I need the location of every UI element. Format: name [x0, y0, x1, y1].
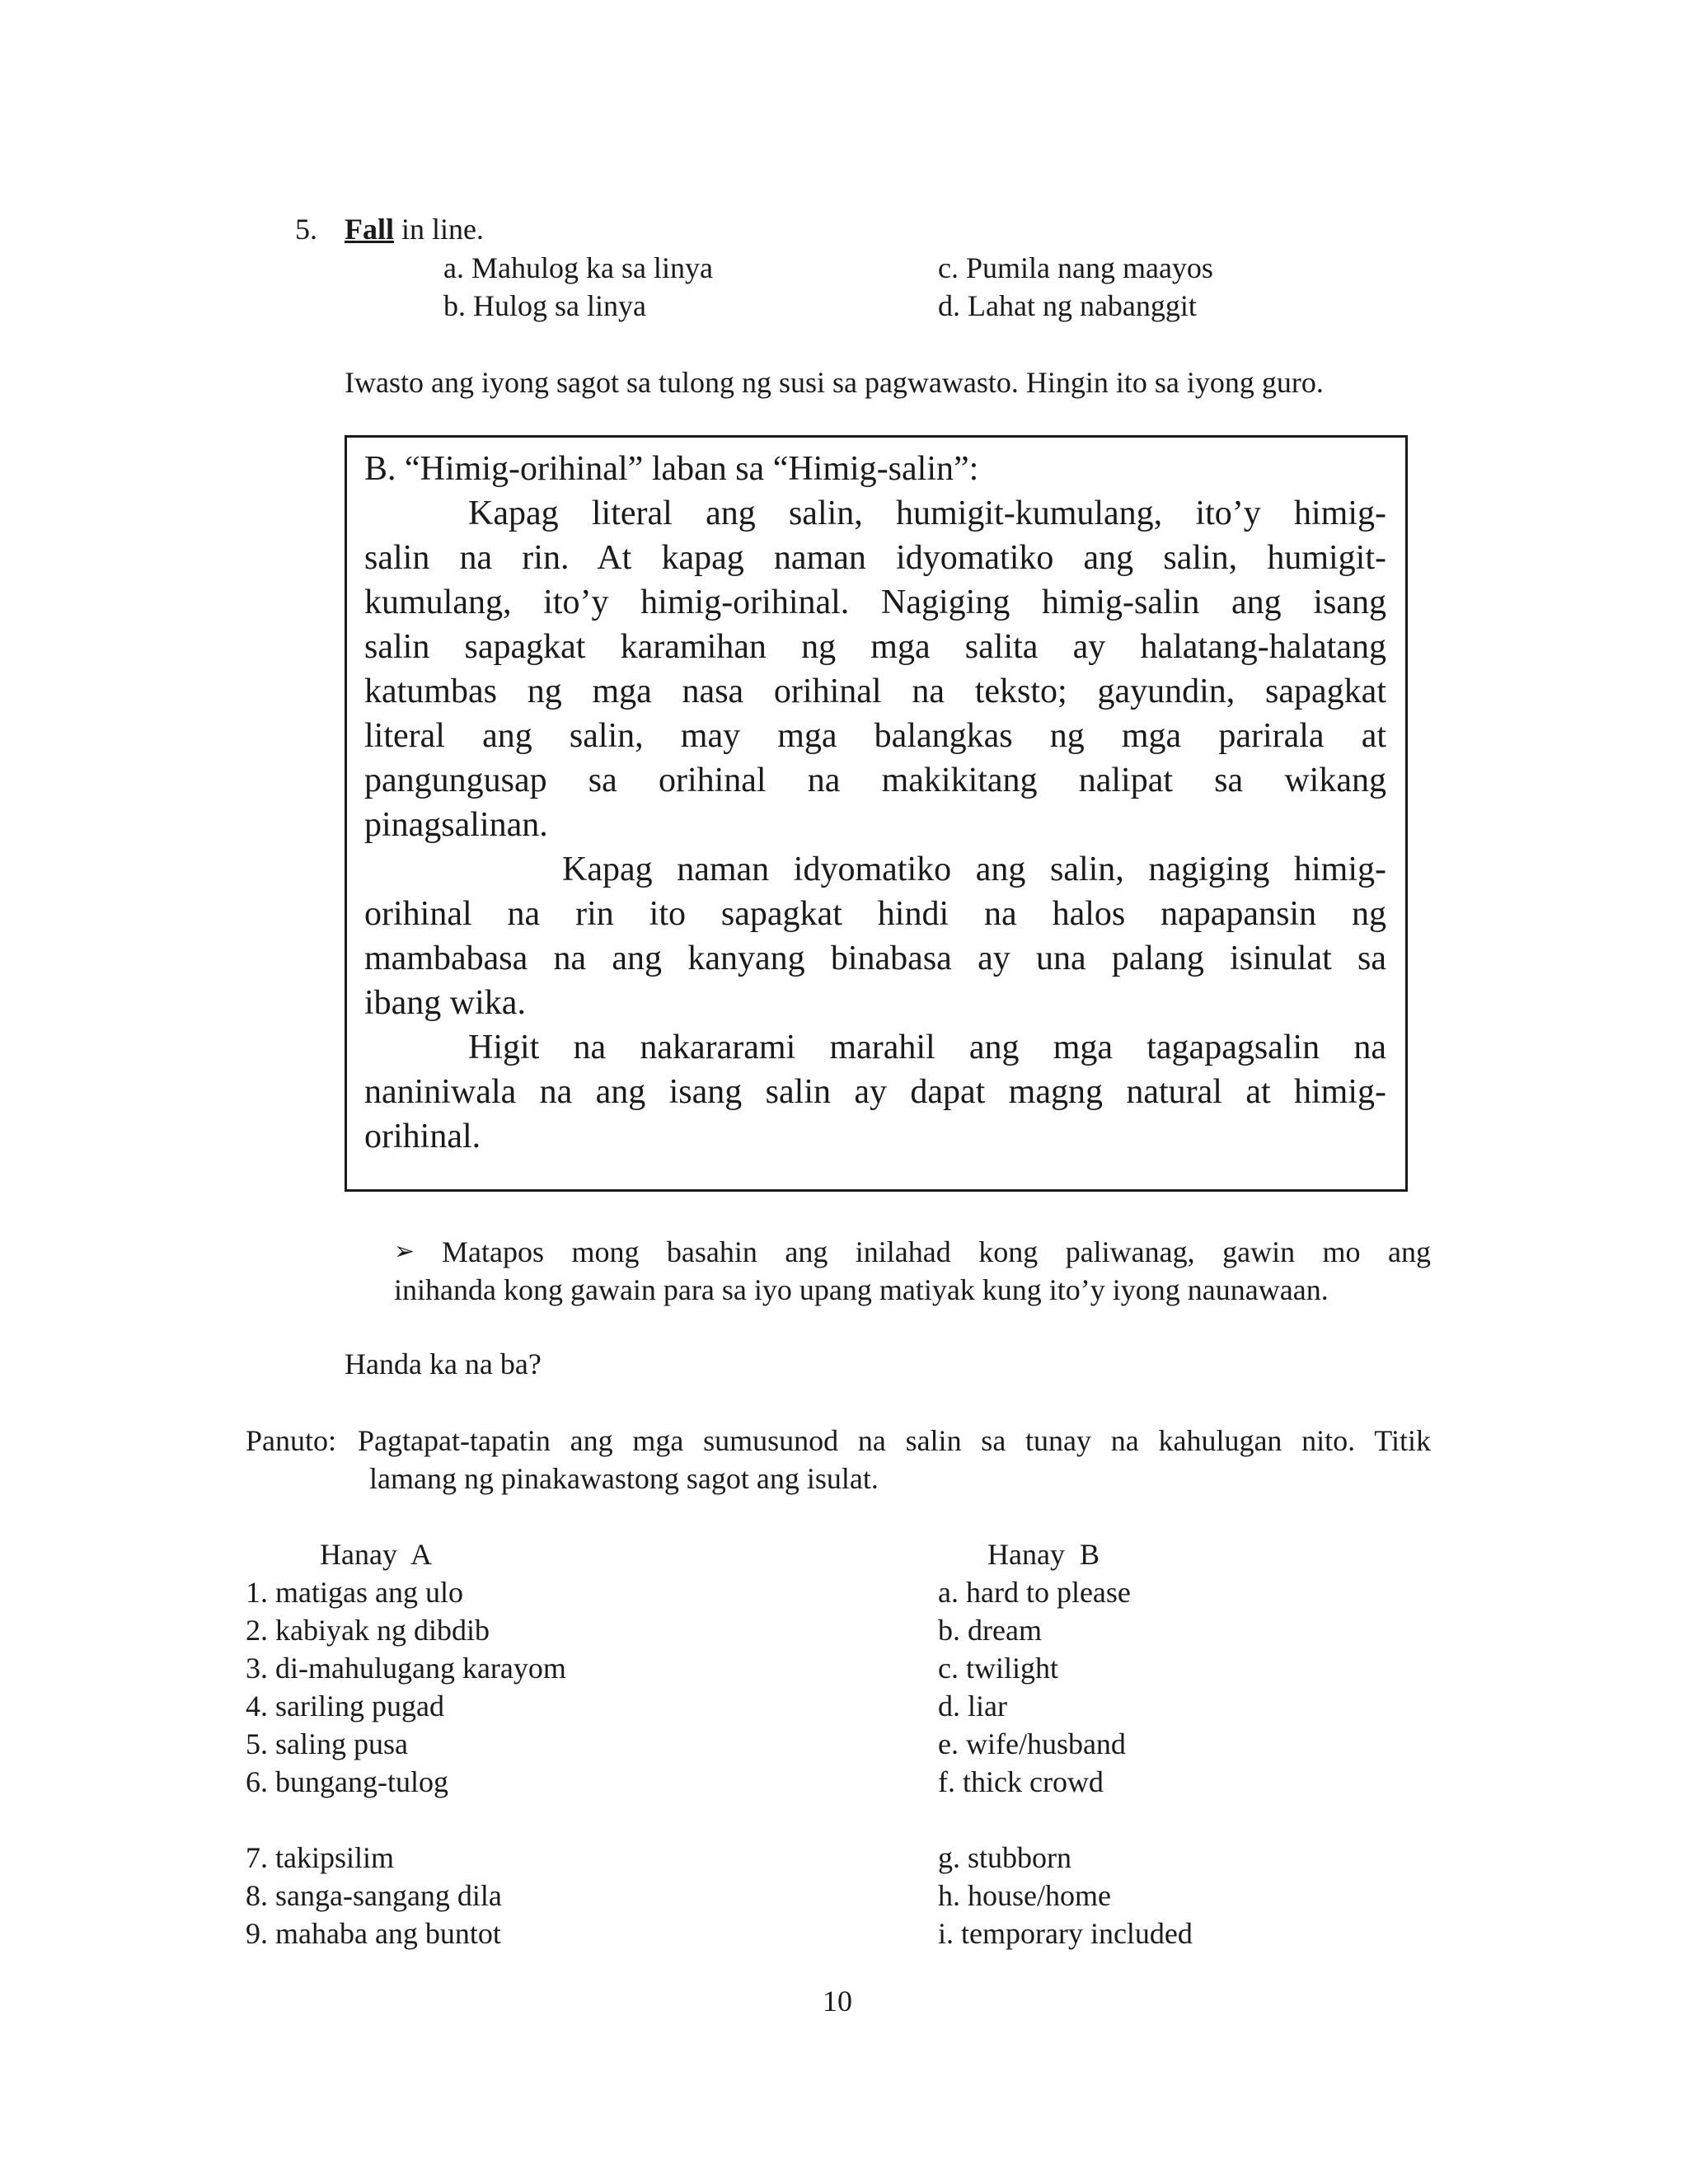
column-a-item: 3. di-mahulugang karayom: [246, 1652, 566, 1685]
column-a-item: 4. sariling pugad: [246, 1690, 444, 1722]
column-b-item: d. liar: [938, 1690, 1007, 1722]
column-a-item: 6. bungang-tulog: [246, 1765, 448, 1798]
column-b-item: f. thick crowd: [938, 1765, 1104, 1798]
reading-line: naniniwala na ang isang salin ay dapat magng natural at himig-: [364, 1073, 1386, 1111]
option-a: a. Mahulog ka sa linya: [443, 251, 713, 284]
column-a-item: 1. matigas ang ulo: [246, 1576, 463, 1609]
option-d: d. Lahat ng nabanggit: [938, 289, 1197, 322]
option-c: c. Pumila nang maayos: [938, 251, 1213, 284]
page-number: 10: [823, 1985, 852, 2018]
question-keyword: Fall: [345, 213, 394, 246]
column-b-item: e. wife/husband: [938, 1727, 1126, 1760]
column-a-item: 9. mahaba ang buntot: [246, 1917, 501, 1950]
column-b-item: g. stubborn: [938, 1841, 1071, 1874]
column-a-item: 7. takipsilim: [246, 1841, 394, 1874]
ready-prompt: Handa ka na ba?: [345, 1347, 542, 1380]
directions-label: Panuto:: [246, 1424, 337, 1457]
column-a-item: 8. sanga-sangang dila: [246, 1879, 502, 1912]
column-a-item: 5. saling pusa: [246, 1727, 408, 1760]
reading-line: orihinal na rin ito sapagkat hindi na halos napapansin ng: [364, 895, 1386, 933]
column-a-item: 2. kabiyak ng dibdib: [246, 1614, 490, 1647]
question-stem: [345, 210, 484, 248]
reading-line: pinagsalinan.: [364, 806, 548, 844]
reading-line: ibang wika.: [364, 984, 526, 1022]
column-b-header: Hanay B: [987, 1538, 1100, 1571]
question-stem-rest: in line.: [394, 213, 484, 246]
answer-key-instruction: Iwasto ang iyong sagot sa tulong ng susi sa pagwawasto. Hingin ito sa iyong guro.: [345, 366, 1324, 399]
bullet-line: Matapos mong basahin ang inilahad kong paliwanag, gawin mo ang: [442, 1235, 1431, 1268]
reading-line: kumulang, ito’y himig-orihinal. Nagiging himig-salin ang isang: [364, 583, 1386, 621]
reading-line: Higit na nakararami marahil ang mga tagapagsalin na: [468, 1029, 1386, 1066]
column-b-item: a. hard to please: [938, 1576, 1131, 1609]
arrow-bullet-icon: ➢: [394, 1237, 415, 1266]
column-b-item: i. temporary included: [938, 1917, 1193, 1950]
column-b-item: c. twilight: [938, 1652, 1058, 1685]
reading-line: salin na rin. At kapag naman idyomatiko ang salin, humigit-: [364, 539, 1386, 577]
option-b: b. Hulog sa linya: [443, 289, 646, 322]
column-b-item: b. dream: [938, 1614, 1042, 1647]
reading-line: mambabasa na ang kanyang binabasa ay una palang isinulat sa: [364, 940, 1386, 977]
reading-line: Kapag literal ang salin, humigit-kumulang, ito’y himig-: [468, 494, 1386, 532]
reading-line: salin sapagkat karamihan ng mga salita ay halatang-halatang: [364, 628, 1386, 666]
bullet-line: inihanda kong gawain para sa iyo upang matiyak kung ito’y iyong naunawaan.: [394, 1273, 1329, 1306]
column-a-header: Hanay A: [320, 1538, 432, 1571]
reading-box-title: B. “Himig-orihinal” laban sa “Himig-salin”:: [364, 450, 979, 488]
directions-text: Pagtapat-tapatin ang mga sumusunod na salin sa tunay na kahulugan nito. Titik: [358, 1424, 1431, 1457]
column-b-item: h. house/home: [938, 1879, 1111, 1912]
question-number: 5.: [295, 213, 317, 246]
reading-line: pangungusap sa orihinal na makikitang nalipat sa wikang: [364, 762, 1386, 799]
reading-line: literal ang salin, may mga balangkas ng mga parirala at: [364, 717, 1386, 755]
reading-line: orihinal.: [364, 1118, 481, 1155]
reading-line: katumbas ng mga nasa orihinal na teksto; gayundin, sapagkat: [364, 673, 1386, 710]
reading-line: Kapag naman idyomatiko ang salin, nagiging himig-: [562, 851, 1386, 888]
directions-text: lamang ng pinakawastong sagot ang isulat.: [369, 1462, 879, 1495]
